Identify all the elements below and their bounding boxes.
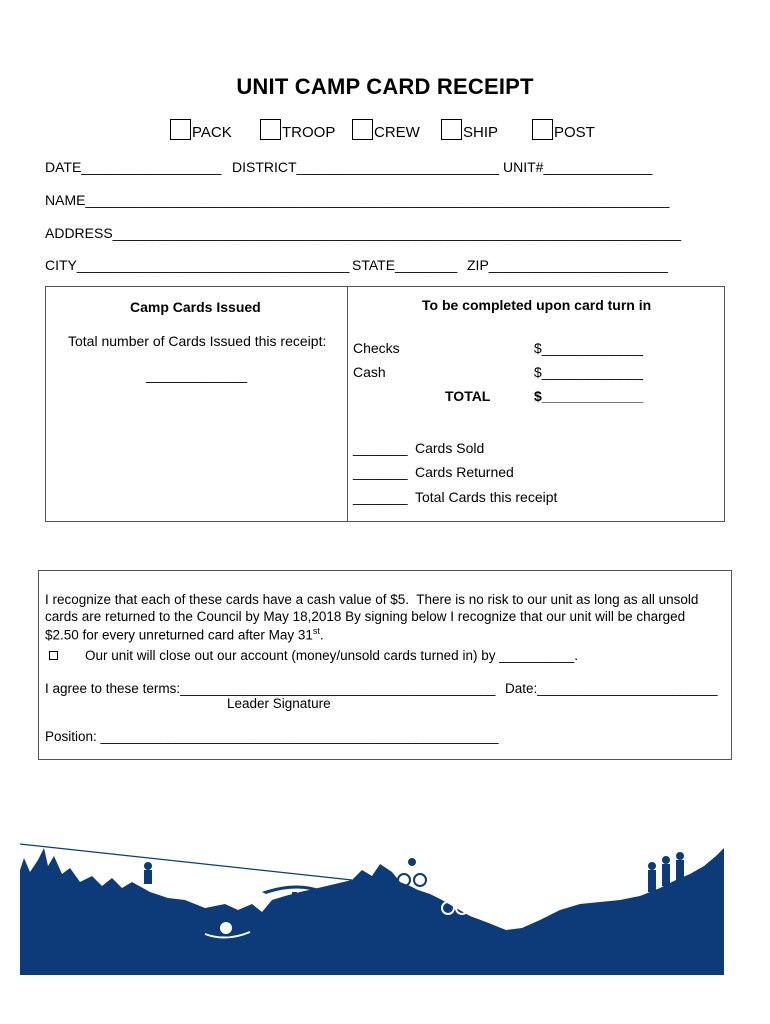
- sold-label: Cards Sold: [415, 440, 485, 456]
- total-cards-label: Total Cards this receipt: [415, 489, 558, 505]
- page-title: UNIT CAMP CARD RECEIPT: [236, 74, 534, 99]
- date-field[interactable]: DATE__________________: [45, 159, 222, 175]
- address-field[interactable]: ADDRESS_________________________________________________________________________: [45, 225, 682, 241]
- agreement-line-3: [45, 626, 324, 643]
- agreement-superscript: st: [312, 626, 320, 636]
- city-field[interactable]: CITY___________________________________: [45, 257, 350, 273]
- agreement-line-3-end: .: [319, 627, 324, 643]
- returned-blank[interactable]: _______: [353, 464, 408, 480]
- closeout-checkbox-icon[interactable]: [49, 651, 58, 660]
- total-blank[interactable]: $_____________: [534, 388, 644, 404]
- hiker-1: [648, 862, 656, 870]
- total-cards-blank[interactable]: _______: [353, 489, 408, 505]
- agreement-line-1: I recognize that each of these cards have a cash value of $5. There is no risk to our unit as long as all unsold: [45, 592, 699, 607]
- unit-number-field[interactable]: UNIT#______________: [503, 159, 653, 175]
- zip-field[interactable]: ZIP_______________________: [467, 257, 668, 273]
- landscape-silhouette: [20, 848, 724, 975]
- cash-blank[interactable]: $_____________: [534, 364, 644, 380]
- outdoor-activities-banner-image: [0, 830, 770, 990]
- zipliner-figure: [144, 862, 152, 870]
- agreement-line-3-text: $2.50 for every unreturned card after May 31: [45, 627, 313, 643]
- district-field[interactable]: DISTRICT__________________________: [232, 159, 499, 175]
- closeout-statement: Our unit will close out our account (money/unsold cards turned in) by __________.: [85, 648, 579, 663]
- checks-blank[interactable]: $_____________: [534, 340, 644, 356]
- issued-total-label: Total number of Cards Issued this receipt:: [68, 333, 327, 349]
- post-label: POST: [554, 124, 595, 141]
- hiker-3: [676, 852, 684, 860]
- turn-in-heading: To be completed upon card turn in: [422, 297, 652, 313]
- returned-label: Cards Returned: [415, 464, 514, 480]
- issued-total-blank[interactable]: _____________: [146, 367, 248, 383]
- troop-label: TROOP: [282, 124, 336, 141]
- name-field[interactable]: NAME___________________________________________________________________________: [45, 192, 670, 208]
- ship-label: SHIP: [463, 124, 499, 141]
- hiker-2: [662, 856, 670, 864]
- issued-heading: Camp Cards Issued: [130, 299, 261, 315]
- position-field[interactable]: Position: _____________________________________________________: [45, 729, 499, 744]
- checks-label: Checks: [353, 340, 400, 356]
- crew-label: CREW: [374, 124, 420, 141]
- cash-label: Cash: [353, 364, 386, 380]
- biker-1-wheel-b: [414, 874, 426, 886]
- total-label: TOTAL: [445, 388, 491, 404]
- card-summary-box: [45, 286, 725, 522]
- box-divider: [347, 287, 348, 521]
- agreement-box: [38, 570, 732, 760]
- agree-signature-field[interactable]: I agree to these terms:__________________________________________: [45, 681, 496, 696]
- pack-label: PACK: [192, 124, 232, 141]
- state-field[interactable]: STATE________: [352, 257, 458, 273]
- agree-date-field[interactable]: Date:________________________: [505, 681, 718, 696]
- sold-blank[interactable]: _______: [353, 440, 408, 456]
- agreement-line-2: cards are returned to the Council by May 18,2018 By signing below I recognize that our unit will be charged: [45, 609, 686, 624]
- signature-caption: Leader Signature: [227, 696, 331, 711]
